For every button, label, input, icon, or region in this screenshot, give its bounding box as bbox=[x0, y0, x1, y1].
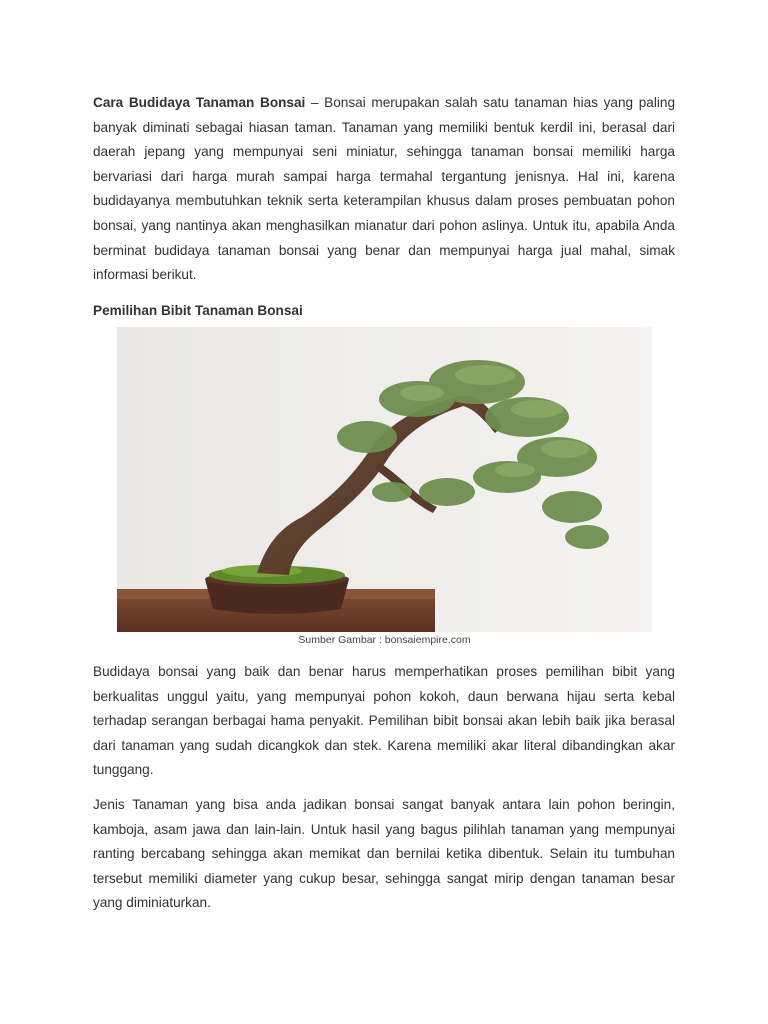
bonsai-photo bbox=[117, 327, 652, 632]
intro-paragraph bbox=[93, 91, 675, 288]
section-heading: Pemilihan Bibit Tanaman Bonsai bbox=[93, 303, 303, 318]
intro-text: – Bonsai merupakan salah satu tanaman hias yang paling banyak diminati sebagai hiasan taman. Tanaman yang memiliki bentuk kerdil ini, berasal dari daerah jepang yang mempunyai seni miniatur, sehingga tanaman bonsai memiliki harga bervariasi dari harga murah sampai harga termahal tergantung jenisnya. Hal ini, karena budidayanya membutuhkan teknik serta keterampilan khusus dalam proses pembuatan pohon bonsai, yang nantinya akan menghasilkan mianatur dari pohon aslinya. Untuk itu, apabila Anda berminat budidaya tanaman bonsai yang benar dan mempunyai harga jual mahal, simak informasi berikut. bbox=[93, 95, 675, 283]
intro-bold-lead: Cara Budidaya Tanaman Bonsai bbox=[93, 95, 306, 110]
image-caption: Sumber Gambar : bonsaiempire.com bbox=[298, 634, 471, 646]
body-paragraph: Budidaya bonsai yang baik dan benar harus memperhatikan proses pemilihan bibit yang berkualitas unggul yaitu, yang mempunyai pohon kokoh, daun berwana hijau serta kebal terhadap serangan berbagai hama penyakit. Pemilihan bibit bonsai akan lebih baik jika berasal dari tanaman yang sudah dicangkok dan stek. Karena memiliki akar literal dibandingkan akar tunggang. bbox=[93, 664, 675, 778]
body-paragraph: Jenis Tanaman yang bisa anda jadikan bonsai sangat banyak antara lain pohon beringin, kamboja, asam jawa dan lain-lain. Untuk hasil yang bagus pilihlah tanaman yang mempunyai ranting bercabang sehingga akan memikat dan bernilai ketika dibentuk. Selain itu tumbuhan tersebut memiliki diameter yang cukup besar, sehingga sangat mirip dengan tanaman besar yang diminiaturkan. bbox=[93, 797, 675, 911]
